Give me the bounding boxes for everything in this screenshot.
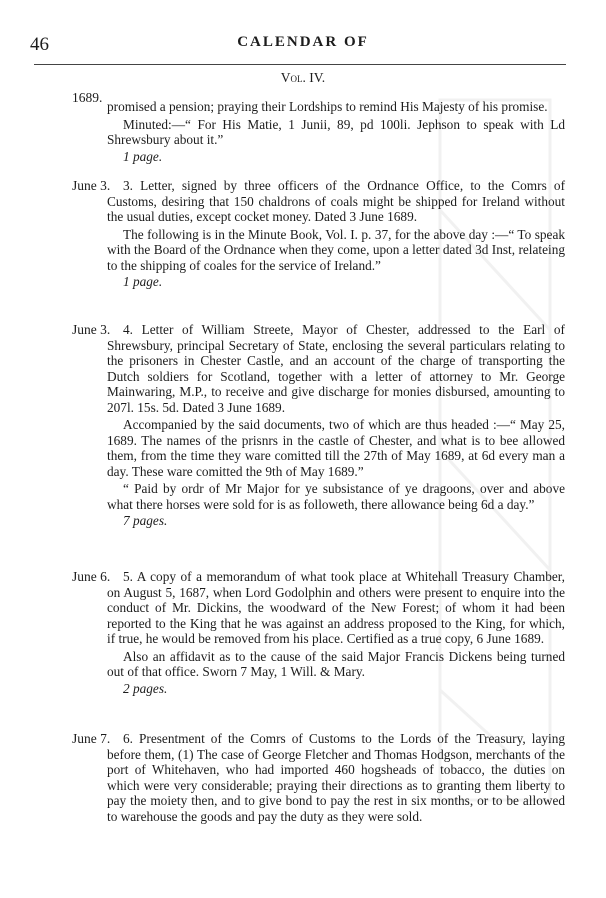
page-count: 1 page. — [123, 148, 163, 164]
entry-date: June 3. — [72, 178, 111, 193]
entry-date: June 3. — [72, 322, 111, 337]
entry-body — [107, 322, 565, 529]
entry-date: June 7. — [72, 731, 111, 746]
entry-paragraph: Accompanied by the said documents, two of which are thus headed :—“ May 25, 1689. The names of the prisnrs in the castle of Chester, and what is to bee allowed them, from the time they ware comitted till the 27th of May 1689, at 6d every man a day. These ware comitted the 9th of May 1689.” — [107, 417, 565, 479]
page-number: 46 — [30, 34, 49, 55]
running-head: CALENDAR OF — [237, 34, 369, 50]
page-count: 1 page. — [123, 274, 163, 289]
entry-date: June 6. — [72, 569, 111, 584]
entry-paragraph: Also an affidavit as to the cause of the said Major Francis Dickens being turned out of that office. Sworn 7 May, 1 Will. & Mary. — [107, 648, 565, 679]
entry-paragraph: 4. Letter of William Streete, Mayor of Chester, addressed to the Earl of Shrewsbury, principal Secretary of State, enclosing the several particulars relating to the prisoners in Chester Castle, and an account of the charge of transporting the Dutch soldiers for Scotland, together with a letter of attorney to Mr. George Mainwaring, M.P., to receive and give discharge for monies disbursed, amounting to 207l. 15s. 5d. Dated 3 June 1689. — [107, 322, 565, 415]
entry-date: 1689. — [72, 90, 103, 105]
entry-body — [107, 178, 565, 290]
entry-paragraph: Minuted:—“ For His Matie, 1 Junii, 89, pd 100li. Jephson to speak with Ld Shrewsbury about it.” — [107, 116, 565, 147]
entry-paragraph: promised a pension; praying their Lordships to remind His Majesty of his promise. — [107, 99, 548, 114]
entry-body — [107, 569, 565, 696]
entry-paragraph: 3. Letter, signed by three officers of the Ordnance Office, to the Comrs of Customs, desiring that 150 chaldrons of coals might be shipped for Ireland without the usual duties, except cocket money. Dated 3 June 1689. — [107, 178, 565, 224]
entry-body — [107, 731, 565, 824]
volume-heading — [0, 70, 606, 86]
page-count: 7 pages. — [123, 513, 168, 528]
page-count: 2 pages. — [123, 680, 168, 696]
entry-body — [107, 99, 565, 164]
entry-paragraph: “ Paid by ordr of Mr Major for ye subsistance of ye dragoons, over and above what there horses were sold for is as followeth, there allowance being 6d a day.” — [107, 481, 565, 512]
entry-paragraph: The following is in the Minute Book, Vol. I. p. 37, for the above day :—“ To speak with the Board of the Ordnance when they come, upon a letter dated 3d Inst, relateing to the shipping of coales for the service of Ireland.” — [107, 226, 565, 273]
entry-paragraph: 5. A copy of a memorandum of what took place at Whitehall Treasury Chamber, on August 5, 1687, when Lord Godolphin and others were present to enquire into the conduct of Mr. Dickins, the woodward of the New Forest; of whom it had been reported to the King that he was against an address proposed to the King, for which, if true, he would be removed from his place. Certified as a true copy, 6 June 1689. — [107, 569, 565, 646]
entry-paragraph: 6. Presentment of the Comrs of Customs to the Lords of the Treasury, laying before them, (1) The case of George Fletcher and Thomas Hodgson, merchants of the port of Whitehaven, who had imported 460 hogsheads of tobacco, the duties on which were very considerable; praying their directions as to granting them liberty to pay the moiety then, and to give bond to pay the rest in six months, or to be allowed to warehouse the goods and pay the duty as they were sold. — [107, 731, 565, 824]
header-rule — [34, 64, 566, 65]
volume-label: Vol. IV. — [280, 70, 326, 85]
